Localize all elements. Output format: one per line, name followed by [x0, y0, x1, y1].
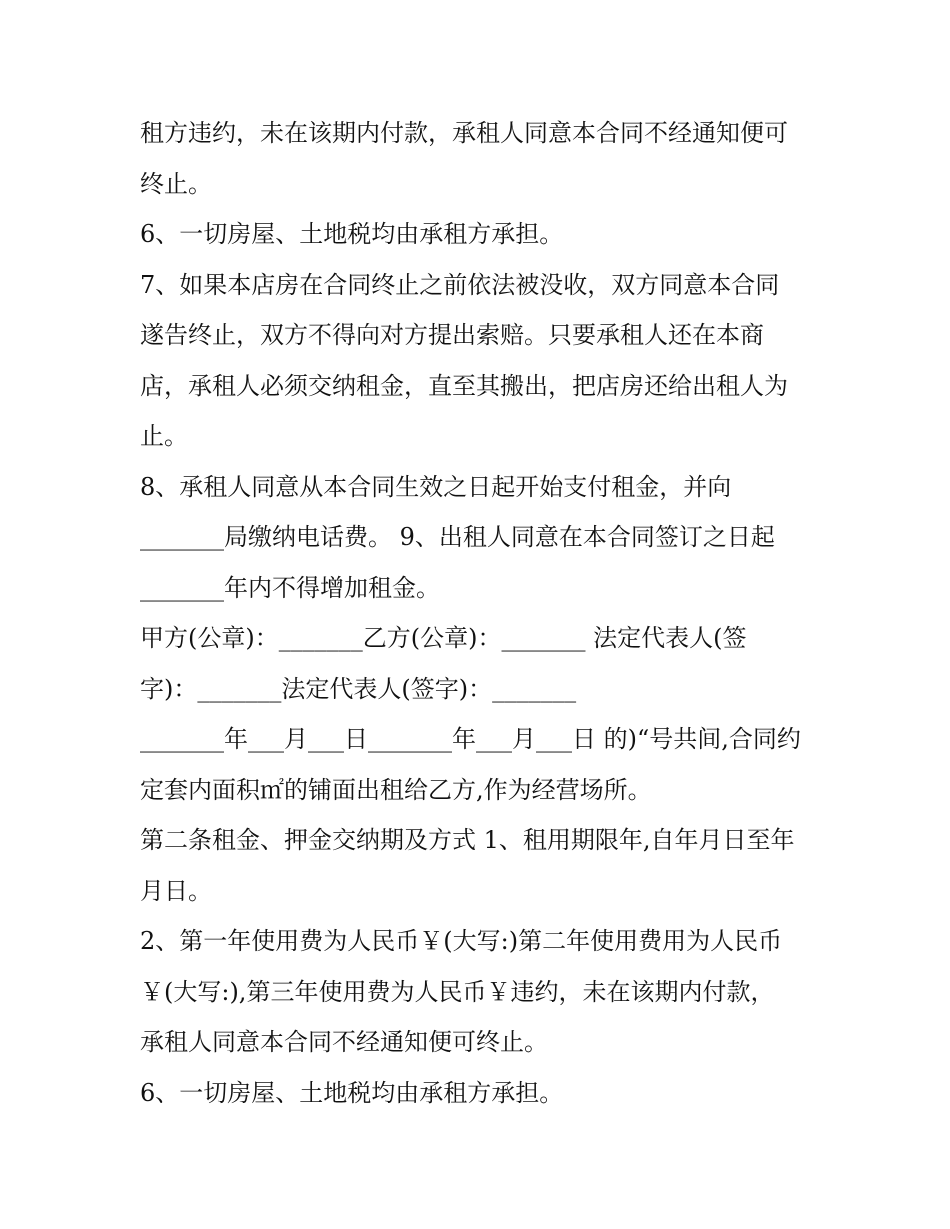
text-line: 6、一切房屋、土地税均由承租方承担。	[140, 220, 564, 248]
text-line: 字)：_______法定代表人(签字)：_______	[140, 674, 577, 703]
text-line: 7、如果本店房在合同终止之前依法被没收，双方同意本合同	[140, 270, 780, 299]
text-line: 店，承租人必须交纳租金，直至其搬出，把店房还给出租人为	[140, 371, 788, 400]
text-line: 定套内面积㎡的铺面出租给乙方,作为经营场所。	[140, 775, 652, 804]
text-line: 6、一切房屋、土地税均由承租方承担。	[140, 1078, 564, 1107]
text-line: _______年___月___日_______年___月___日 的)“号共间,合同约	[140, 725, 801, 753]
text-line: 8、承租人同意从本合同生效之日起开始支付租金，并向	[140, 472, 732, 501]
text-line: 2、第一年使用费为人民币￥(大写:)第二年使用费用为人民币	[140, 927, 783, 955]
text-line: ￥(大写:),第三年使用费为人民币￥违约，未在该期内付款，	[140, 977, 775, 1006]
text-line: 止。	[140, 422, 188, 450]
text-line: 第二条租金、押金交纳期及方式 1、租用期限年,自年月日至年	[140, 826, 795, 854]
text-line: 遂告终止，双方不得向对方提出索赔。只要承租人还在本商	[140, 321, 764, 349]
text-line: 终止。	[140, 169, 212, 198]
text-line: _______局缴纳电话费。 9、出租人同意在本合同签订之日起	[140, 523, 775, 551]
text-line: 月日。	[140, 876, 212, 905]
document-body	[140, 108, 820, 1118]
text-line: _______年内不得增加租金。	[140, 573, 440, 602]
text-line: 承租人同意本合同不经通知便可终止。	[140, 1028, 548, 1056]
text-line: 甲方(公章)：_______乙方(公章)：_______ 法定代表人(签	[140, 624, 747, 652]
text-line: 租方违约，未在该期内付款，承租人同意本合同不经通知便可	[140, 119, 788, 147]
